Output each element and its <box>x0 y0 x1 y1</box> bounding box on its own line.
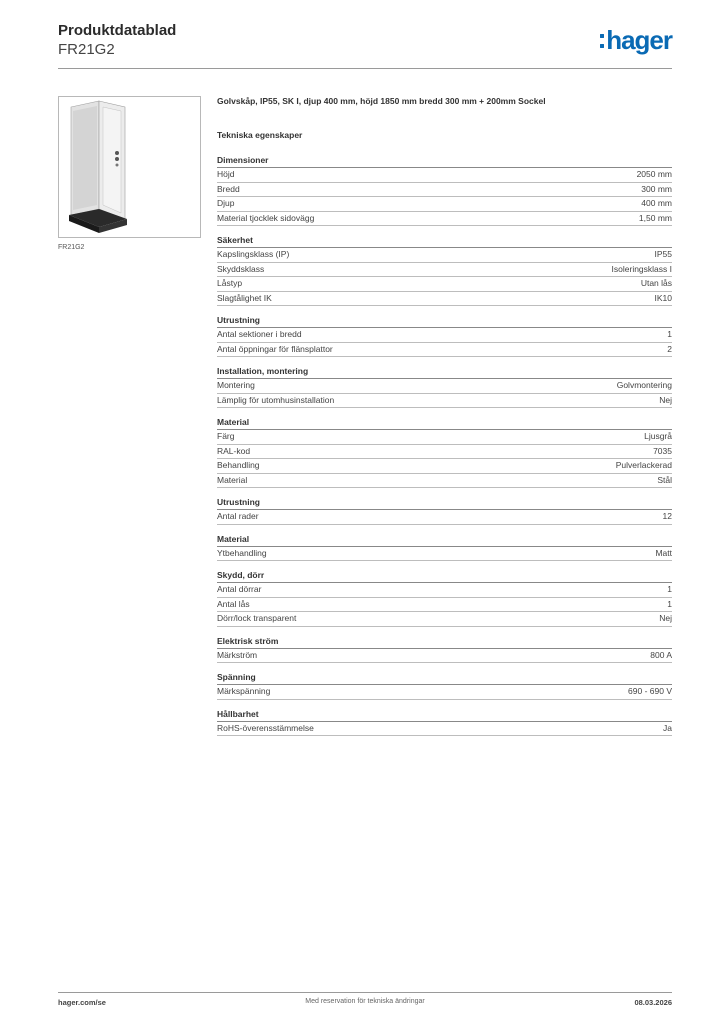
spec-label: Bredd <box>217 183 240 194</box>
cabinet-illustration <box>59 97 202 239</box>
page-header <box>58 22 672 70</box>
spec-value: 400 mm <box>641 198 672 208</box>
spec-label: Kapslingsklass (IP) <box>217 249 290 259</box>
spec-row <box>217 394 672 409</box>
section-title: Hållbarhet <box>217 709 672 722</box>
spec-value: Ljusgrå <box>644 431 672 441</box>
spec-value: 1,50 mm <box>638 212 672 223</box>
spec-label: Skyddsklass <box>217 263 265 274</box>
spec-value: Matt <box>655 547 672 558</box>
section-title: Material <box>217 534 672 547</box>
spec-section <box>217 315 672 357</box>
spec-row <box>217 474 672 489</box>
spec-value: 7035 <box>653 445 672 456</box>
spec-row <box>217 183 672 198</box>
spec-row <box>217 168 672 183</box>
spec-value: Isoleringsklass I <box>611 263 672 274</box>
spec-section <box>217 155 672 226</box>
spec-value: Pulverlackerad <box>615 460 672 470</box>
image-caption: FR21G2 <box>58 244 85 251</box>
spec-section <box>217 366 672 408</box>
logo-wordmark: hager <box>606 25 672 55</box>
spec-row <box>217 248 672 263</box>
spec-row <box>217 343 672 358</box>
spec-row <box>217 612 672 627</box>
spec-row <box>217 598 672 613</box>
logo-dots-icon <box>600 34 604 48</box>
spec-value: Nej <box>659 613 672 623</box>
spec-label: RoHS-överensstämmelse <box>217 722 314 733</box>
section-title: Spänning <box>217 672 672 685</box>
spec-row <box>217 649 672 664</box>
spec-value: 690 - 690 V <box>628 686 672 696</box>
spec-row <box>217 328 672 343</box>
spec-label: Märkström <box>217 649 258 660</box>
spec-row <box>217 379 672 394</box>
section-title: Elektrisk ström <box>217 636 672 649</box>
spec-section <box>217 570 672 627</box>
spec-row <box>217 445 672 460</box>
spec-value: Utan lås <box>640 278 672 288</box>
spec-value: Golvmontering <box>616 380 672 390</box>
spec-label: Antal rader <box>217 511 259 521</box>
footer-disclaimer: Med reservation för tekniska ändringar <box>305 998 425 1005</box>
section-title: Skydd, dörr <box>217 570 672 583</box>
spec-section <box>217 235 672 306</box>
spec-label: RAL-kod <box>217 445 251 456</box>
spec-section <box>217 636 672 664</box>
spec-label: Djup <box>217 198 235 208</box>
section-title: Utrustning <box>217 497 672 510</box>
spec-label: Antal lås <box>217 598 250 609</box>
product-summary <box>217 96 672 141</box>
spec-row <box>217 430 672 445</box>
spec-value: 1 <box>667 598 672 609</box>
spec-row <box>217 583 672 598</box>
spec-sections <box>217 155 672 745</box>
spec-value: IK10 <box>654 292 672 303</box>
spec-value: 1 <box>667 584 672 594</box>
spec-label: Färg <box>217 431 235 441</box>
spec-row <box>217 722 672 737</box>
spec-section <box>217 417 672 488</box>
spec-label: Höjd <box>217 169 235 179</box>
spec-value: Stål <box>657 474 672 485</box>
spec-row <box>217 292 672 307</box>
product-image <box>58 96 201 238</box>
spec-row <box>217 510 672 525</box>
spec-section <box>217 672 672 700</box>
spec-label: Ytbehandling <box>217 547 267 558</box>
spec-label: Låstyp <box>217 278 243 288</box>
spec-row <box>217 263 672 278</box>
product-description: Golvskåp, IP55, SK I, djup 400 mm, höjd 1850 mm bredd 300 mm + 200mm Sockel <box>217 96 546 106</box>
spec-label: Behandling <box>217 460 260 470</box>
spec-value: 12 <box>662 511 672 521</box>
product-code: FR21G2 <box>58 41 115 58</box>
spec-value: IP55 <box>654 249 672 259</box>
section-title: Installation, montering <box>217 366 672 379</box>
spec-row <box>217 685 672 700</box>
spec-row <box>217 197 672 212</box>
spec-label: Antal öppningar för flänsplattor <box>217 343 333 354</box>
spec-section <box>217 497 672 525</box>
spec-label: Dörr/lock transparent <box>217 613 297 623</box>
tech-properties-heading: Tekniska egenskaper <box>217 130 303 140</box>
spec-value: 2050 mm <box>636 169 672 179</box>
header-divider <box>58 68 672 69</box>
spec-label: Antal dörrar <box>217 584 262 594</box>
spec-label: Slagtålighet IK <box>217 292 272 303</box>
spec-value: Ja <box>663 722 672 733</box>
footer-website[interactable]: hager.com/se <box>58 998 106 1007</box>
spec-label: Montering <box>217 380 255 390</box>
spec-section <box>217 534 672 562</box>
spec-row <box>217 212 672 227</box>
spec-label: Märkspänning <box>217 686 271 696</box>
footer-date: 08.03.2026 <box>634 998 672 1007</box>
spec-label: Material tjocklek sidovägg <box>217 212 315 223</box>
spec-label: Material <box>217 474 248 485</box>
spec-section <box>217 709 672 737</box>
spec-value: 800 A <box>650 649 672 660</box>
section-title: Material <box>217 417 672 430</box>
section-title: Utrustning <box>217 315 672 328</box>
spec-row <box>217 547 672 562</box>
spec-row <box>217 459 672 474</box>
spec-value: Nej <box>659 394 672 405</box>
spec-value: 1 <box>667 329 672 339</box>
spec-label: Antal sektioner i bredd <box>217 329 302 339</box>
spec-row <box>217 277 672 292</box>
spec-label: Lämplig för utomhusinstallation <box>217 394 335 405</box>
doc-title: Produktdatablad <box>58 22 177 39</box>
footer-divider <box>58 992 672 993</box>
spec-value: 2 <box>667 343 672 354</box>
section-title: Dimensioner <box>217 155 672 168</box>
hager-logo <box>600 26 672 54</box>
spec-value: 300 mm <box>641 183 672 194</box>
section-title: Säkerhet <box>217 235 672 248</box>
